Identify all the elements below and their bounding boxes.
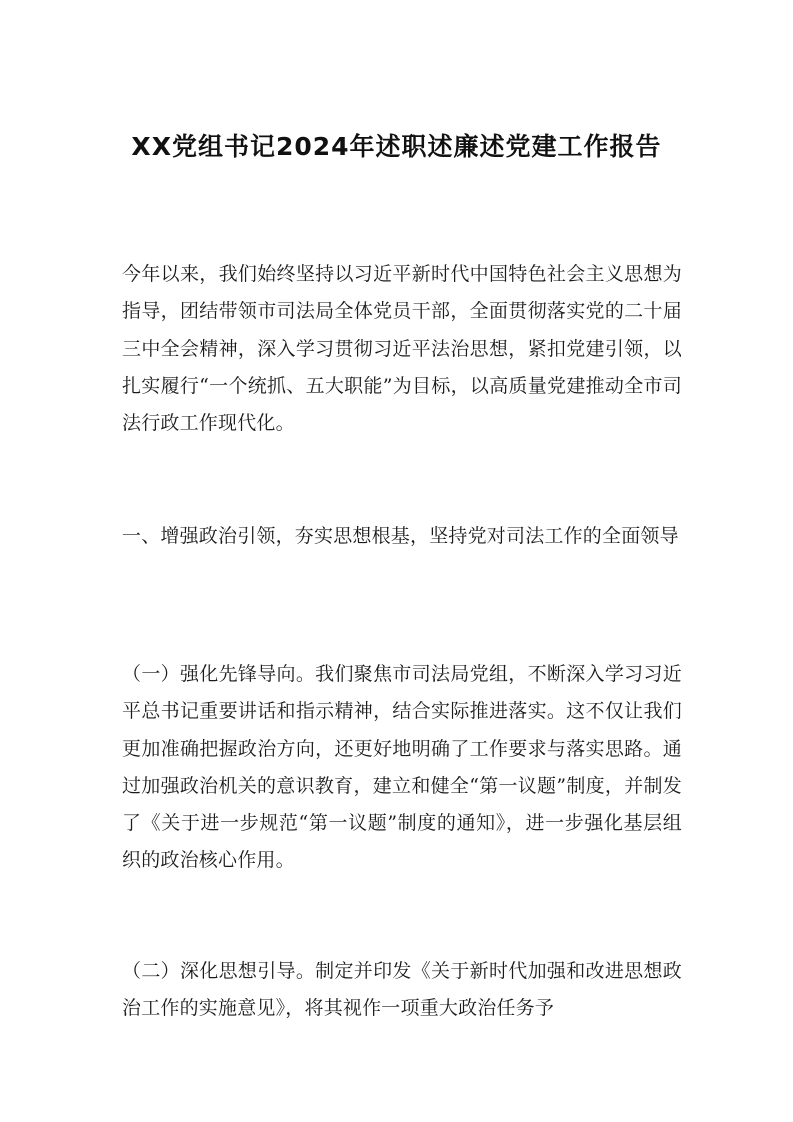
subsection-paragraph-1: （一）强化先锋导向。我们聚焦市司法局党组，不断深入学习习近平总书记重要讲话和指示精神，结合实际推进落实。这不仅让我们更加准确把握政治方向，还更好地明确了工作要求与落实思路。通过加强政治机关的意识教育，建立和健全“第一议题”制度，并制发了《关于进一步规范“第一议题”制度的通知》，进一步强化基层组织的政治核心作用。 <box>122 663 682 872</box>
subsection-paragraph-2: （二）深化思想引导。制定并印发《关于新时代加强和改进思想政治工作的实施意见》，将其视作一项重大政治任务予 <box>122 960 682 1020</box>
intro-paragraph: 今年以来，我们始终坚持以习近平新时代中国特色社会主义思想为指导，团结带领市司法局全体党员干部，全面贯彻落实党的二十届三中全会精神，深入学习贯彻习近平法治思想，紧扣党建引领，以扎实履行“一个统抓、五大职能”为目标，以高质量党建推动全市司法行政工作现代化。 <box>122 263 682 435</box>
document-title: XX党组书记2024年述职述廉述党建工作报告 <box>131 132 662 161</box>
section-heading-1: 一、增强政治引领，夯实思想根基，坚持党对司法工作的全面领导 <box>122 525 679 547</box>
